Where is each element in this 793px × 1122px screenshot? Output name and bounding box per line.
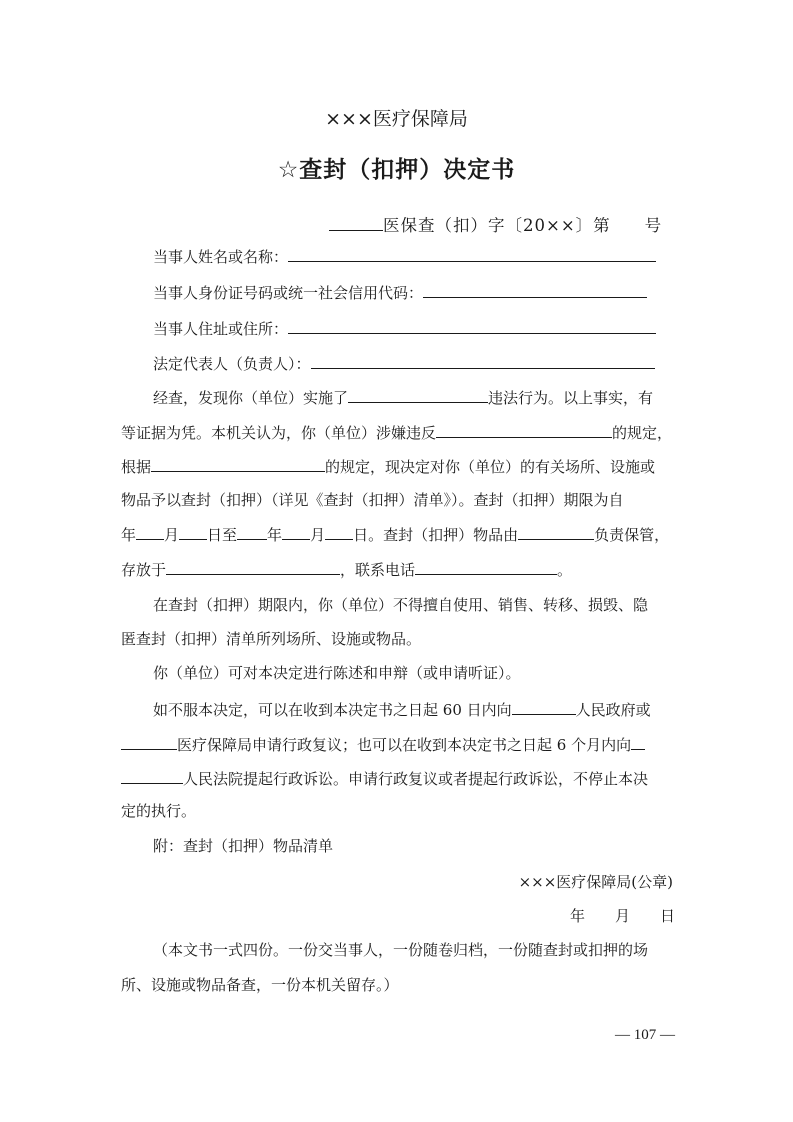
document-title: ☆查封（扣押）决定书 — [277, 157, 516, 183]
issue-date: 年 月 日 — [570, 907, 676, 925]
legal-rep-field — [153, 353, 655, 374]
party-name-blank — [288, 246, 656, 262]
legal-rep-blank — [311, 353, 655, 369]
bureau-blank — [121, 734, 177, 750]
legal-rep-label: 法定代表人（负责人）： — [153, 355, 311, 373]
body-line: 存放于 ，联系电话 。 — [121, 561, 573, 579]
official-seal-line: ×××医疗保障局(公章) — [518, 873, 673, 891]
document-number-text: 医保查（扣）字〔20××〕第 — [383, 216, 611, 235]
document-number-suffix: 号 — [644, 216, 663, 235]
page-number: — 107 — — [615, 1027, 675, 1043]
party-address-label: 当事人住址或住所： — [153, 320, 289, 338]
custodian-blank — [518, 524, 594, 540]
body-line: 根据 的规定，现决定对你（单位）的有关场所、设施或 — [121, 458, 656, 476]
body-line: 年 月 日至 年 月 日。查封（扣押）物品由 负责保管， — [121, 526, 670, 544]
body-line: 经查，发现你（单位）实施了 违法行为。以上事实，有 — [153, 389, 654, 407]
body-line: 物品予以查封（扣押）（详见《查封（扣押）清单》）。查封（扣押）期限为自 — [121, 491, 624, 509]
body-line: 你（单位）可对本决定进行陈述和申辩（或申请听证）。 — [153, 664, 521, 682]
body-line: 人民法院提起行政诉讼。申请行政复议或者提起行政诉讼，不停止本决 — [121, 768, 648, 789]
regulation-blank — [436, 422, 612, 438]
party-id-field — [153, 282, 647, 303]
party-id-blank — [423, 282, 647, 298]
body-line: 等证据为凭。本机关认为，你（单位）涉嫌违反 的规定， — [121, 424, 673, 442]
basis-blank — [151, 456, 325, 472]
issuing-authority: ×××医疗保障局 — [325, 108, 468, 130]
phone-blank — [415, 559, 557, 575]
party-address-field — [153, 318, 656, 339]
body-line: 医疗保障局申请行政复议；也可以在收到本决定书之日起 6 个月内向 — [121, 734, 645, 755]
attachment-note: 附：查封（扣押）物品清单 — [153, 837, 334, 855]
copies-note: 所、设施或物品备查，一份本机关留存。） — [121, 976, 399, 994]
party-id-label: 当事人身份证号码或统一社会信用代码： — [153, 284, 424, 302]
storage-location-blank — [166, 559, 340, 575]
body-line: 在查封（扣押）期限内，你（单位）不得擅自使用、销售、转移、损毁、隐 — [153, 596, 649, 614]
document-number-blank — [329, 215, 383, 231]
party-name-label: 当事人姓名或名称： — [153, 248, 289, 266]
document-number — [329, 212, 662, 236]
government-blank — [512, 699, 576, 715]
violation-blank — [348, 387, 488, 403]
body-line: 定的执行。 — [121, 802, 197, 820]
body-line: 匿查封（扣押）清单所列场所、设施或物品。 — [121, 630, 422, 648]
party-name-field — [153, 246, 656, 267]
body-line: 如不服本决定，可以在收到本决定书之日起 60 日内向 人民政府或 — [153, 701, 651, 719]
copies-note: （本文书一式四份。一份交当事人，一份随卷归档，一份随查封或扣押的场 — [153, 941, 649, 959]
court-blank — [121, 768, 183, 784]
party-address-blank — [288, 318, 656, 334]
